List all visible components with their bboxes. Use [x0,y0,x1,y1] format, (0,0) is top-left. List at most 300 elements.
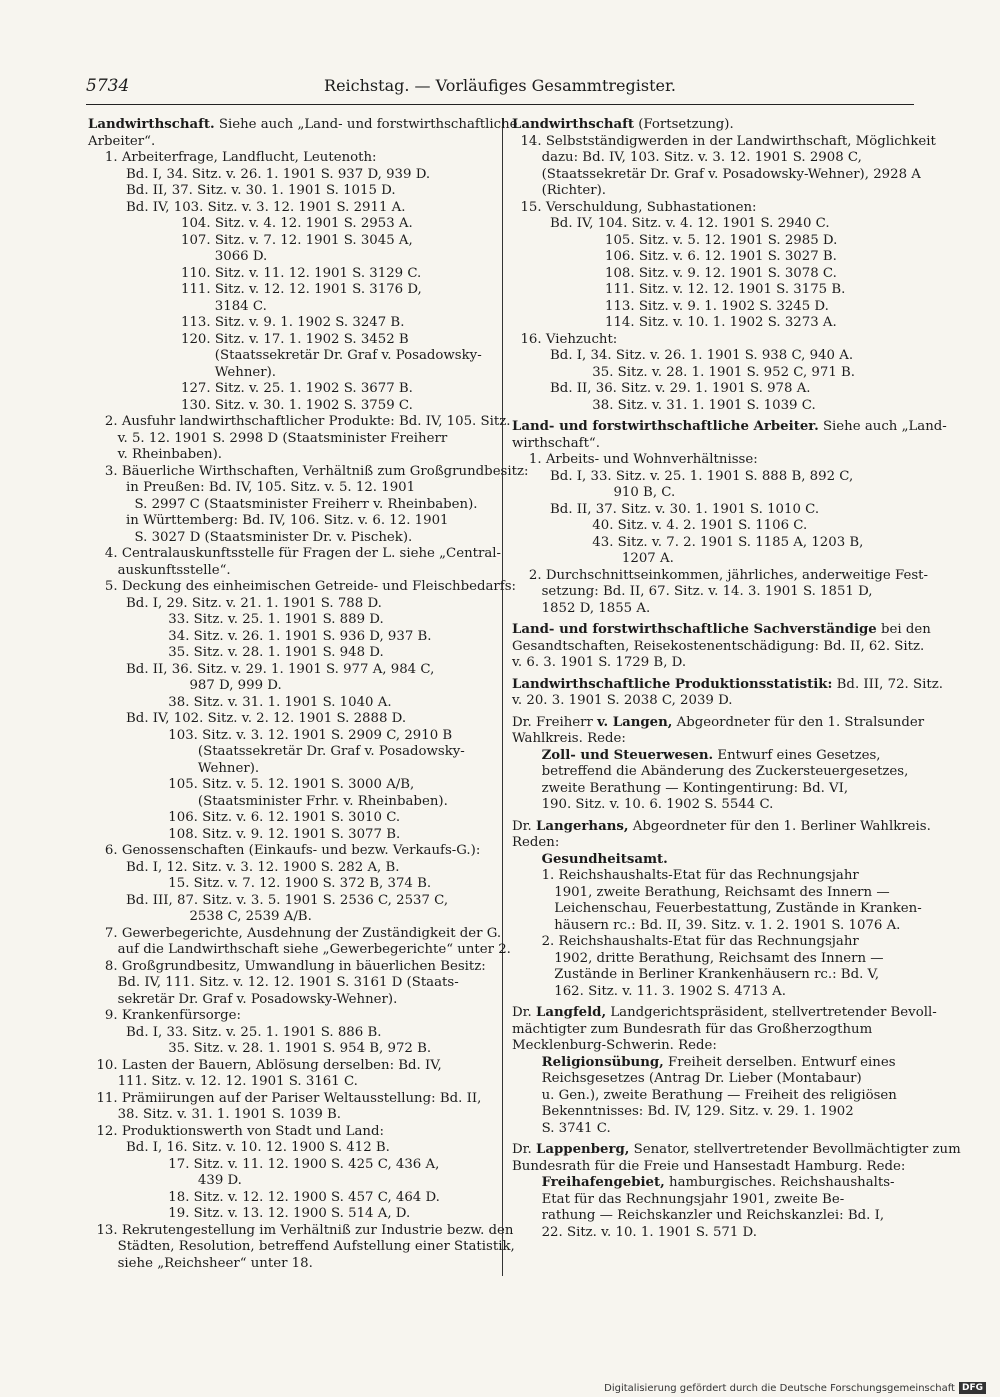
text-line [512,1088,916,1105]
entry-heading: Langerhans, [536,818,629,834]
text-line [512,150,916,167]
text-line [512,1055,916,1072]
entry-text: dazu: Bd. IV, 103. Sitz. v. 3. 12. 1901 S. 2908 C, [512,150,862,165]
text-line [512,984,916,1001]
text-line [88,381,492,398]
text-line [512,1192,916,1209]
text-line [88,167,492,184]
text-line [88,299,492,316]
running-title: Reichstag. — Vorläufiges Gesammtregister. [324,76,676,95]
text-line [512,452,916,469]
text-line [88,480,492,497]
text-line [512,518,916,535]
text-line [512,693,916,710]
text-line [88,282,492,299]
entry-text: 34. Sitz. v. 26. 1. 1901 S. 936 D, 937 B. [88,628,432,644]
text-line [512,133,936,151]
entry-text: 10. Lasten der Bauern, Ablösung derselben: Bd. IV, [88,1057,442,1073]
text-line [88,1173,492,1190]
text-line [512,934,916,951]
text-line [88,315,492,332]
entry-text: Senator, stellvertretender Bevollmächtigter zum [629,1142,961,1157]
entry-text: v. 6. 3. 1901 S. 1729 B, D. [512,655,687,670]
entry-text: 6. Genossenschaften (Einkaufs- und bezw. Verkaufs-G.): [88,843,481,858]
text-line [88,942,511,959]
text-line [512,731,916,748]
entry-text: 13. Rekrutengestellung im Verhältniß zur Industrie bezw. den [88,1222,514,1238]
entry-text: Bd. IV, 102. Sitz. v. 2. 12. 1901 S. 2888 D. [88,711,407,726]
entry-text: 3. Bäuerliche Wirthschaften, Verhältniß zum Großgrundbesitz: [88,463,529,479]
text-line [88,447,492,464]
entry-text: 106. Sitz. v. 6. 12. 1901 S. 3010 C. [88,810,401,825]
entry-text: 18. Sitz. v. 12. 12. 1900 S. 457 C, 464 D. [88,1189,440,1205]
entry-text: Zustände in Berliner Krankenhäusern rc.: Bd. V, [512,967,880,982]
entry-text: sekretär Dr. Graf v. Posadowsky-Wehner). [88,991,398,1007]
entry-text: 105. Sitz. v. 5. 12. 1901 S. 3000 A/B, [88,777,415,792]
entry-text: 1. Arbeiterfrage, Landflucht, Leutenoth: [88,150,377,165]
text-line [88,233,492,250]
text-line [512,233,916,250]
text-line [512,485,916,502]
text-line [88,398,492,415]
text-line [88,463,529,481]
text-line [512,398,916,415]
text-line [512,419,947,436]
entry-text: S. 3741 C. [512,1120,611,1136]
text-line [88,546,502,563]
text-line [88,183,492,200]
text-line [88,1157,492,1174]
entry-heading: Landwirthschaft [512,117,634,132]
text-line [88,711,492,728]
entry-heading: Langfeld, [536,1005,607,1020]
text-line [512,551,916,568]
footer-text: Digitalisierung gefördert durch die Deutsche Forschungsgemeinschaft [604,1382,955,1394]
entry-text: 106. Sitz. v. 6. 12. 1901 S. 3027 B. [512,249,837,264]
text-line [88,1239,515,1256]
entry-text: 3066 D. [88,249,268,264]
text-line [512,1175,916,1192]
text-line [512,852,916,869]
text-line [512,200,916,217]
text-line [88,1222,514,1240]
text-line [512,1005,937,1022]
entry-text: auskunftsstelle“. [88,562,231,578]
entry-text: Wehner). [88,760,260,776]
entry-text: 15. Sitz. v. 7. 12. 1900 S. 372 B, 374 B. [88,876,432,891]
text-line [512,299,916,316]
text-line [88,134,492,151]
text-line [512,781,916,798]
text-line [88,662,492,679]
entry-text: 2. Durchschnittseinkommen, jährliches, anderweitige Fest- [512,567,929,583]
entry-text: Entwurf eines Gesetzes, [713,747,881,763]
text-line [88,1025,492,1042]
entry-text: Bd. II, 36. Sitz. v. 29. 1. 1901 S. 977 A, 984 C, [88,661,435,677]
entry-text: 120. Sitz. v. 17. 1. 1902 S. 3452 B [88,331,409,347]
text-line [88,1074,492,1091]
entry-text: v. 20. 3. 1901 S. 2038 C, 2039 D. [512,693,733,708]
entry-text: 2. Ausfuhr landwirthschaftlicher Produkte: Bd. IV, 105. Sitz. [88,414,511,429]
entry-heading: Gesundheitsamt. [541,851,668,867]
entry-text: (Staatsminister Frhr. v. Rheinbaben). [88,793,448,809]
text-line [88,794,492,811]
entry-text: 33. Sitz. v. 25. 1. 1901 S. 889 D. [88,612,384,627]
entry-text: Bd. I, 16. Sitz. v. 10. 12. 1900 S. 412 B. [88,1140,390,1155]
text-line [512,748,916,765]
text-line [88,332,492,349]
text-line [88,810,492,827]
text-line [512,1038,916,1055]
text-line [88,1041,492,1058]
entry-text: Bd. III, 87. Sitz. v. 3. 5. 1901 S. 2536 C, 2537 C, [88,892,449,908]
entry-text: 38. Sitz. v. 31. 1. 1901 S. 1040 A. [88,694,392,710]
text-line [512,835,916,852]
text-line [88,1206,492,1223]
digitization-footer [604,1382,986,1394]
entry-text: 107. Sitz. v. 7. 12. 1901 S. 3045 A, [88,232,413,248]
text-line [88,909,492,926]
text-line [88,843,492,860]
entry-text: 130. Sitz. v. 30. 1. 1902 S. 3759 C. [88,397,413,413]
entry-text: Bd. II, 37. Sitz. v. 30. 1. 1901 S. 1015 D. [88,183,396,198]
text-line [88,1058,492,1075]
text-line [88,612,492,629]
entry-text: 11. Prämiirungen auf der Pariser Weltausstellung: Bd. II, [88,1090,482,1106]
entry-text: Bundesrath für die Freie und Hansestadt Hamburg. Rede: [512,1158,906,1174]
text-line [88,249,492,266]
entry-text: 19. Sitz. v. 13. 12. 1900 S. 514 A, D. [88,1206,411,1221]
text-line [88,992,492,1009]
left-column [88,117,529,1272]
entry-text: Mecklenburg-Schwerin. Rede: [512,1038,717,1053]
text-line [512,502,916,519]
entry-text: 190. Sitz. v. 10. 6. 1902 S. 5544 C. [512,797,774,812]
entry-text: Bekenntnisses: Bd. IV, 129. Sitz. v. 29. 1. 1902 [512,1104,854,1119]
entry-text: 35. Sitz. v. 28. 1. 1901 S. 952 C, 971 B. [512,364,856,380]
text-line [88,827,492,844]
entry-text: 43. Sitz. v. 7. 2. 1901 S. 1185 A, 1203 B, [512,534,864,550]
text-line [88,629,492,646]
text-line [512,601,916,618]
entry-text: 104. Sitz. v. 4. 12. 1901 S. 2953 A. [88,216,413,231]
entry-heading: v. Langen, [597,714,673,730]
text-line [88,1008,492,1025]
text-line [512,436,916,453]
entry-text: Dr. Freiherr [512,714,598,730]
entry-text: 105. Sitz. v. 5. 12. 1901 S. 2985 D. [512,232,838,248]
entry-text: 5. Deckung des einheimischen Getreide- und Fleischbedarfs: [88,579,516,594]
entry-text: Bd. I, 34. Sitz. v. 26. 1. 1901 S. 938 C, 940 A. [512,348,854,363]
entry-text: Abgeordneter für den 1. Stralsunder [672,714,925,730]
text-line [88,497,492,514]
entry-text: rathung — Reichskanzler und Reichskanzlei: Bd. I, [512,1208,885,1223]
entry-text: 108. Sitz. v. 9. 12. 1901 S. 3078 C. [512,265,837,281]
text-line [512,249,916,266]
text-line [88,266,492,283]
entry-text: 108. Sitz. v. 9. 12. 1901 S. 3077 B. [88,826,401,842]
text-line [88,975,492,992]
text-line [512,951,916,968]
text-line [88,777,492,794]
entry-heading: Landwirthschaftliche Produktionsstatistik: [512,676,833,692]
entry-text: Wehner). [88,364,277,380]
text-line [88,959,492,976]
right-column [512,117,961,1241]
text-line [512,1225,916,1242]
entry-text: Reichsgesetzes (Antrag Dr. Lieber (Montabaur) [512,1071,862,1086]
entry-text: Etat für das Rechnungsjahr 1901, zweite Be- [512,1191,845,1207]
text-line [512,1121,916,1138]
text-line [88,563,492,580]
entry-text: 1. Reichshaushalts-Etat für das Rechnungsjahr [512,868,859,883]
text-line [88,530,492,547]
text-line [512,885,916,902]
entry-heading: Religionsübung, [541,1054,664,1070]
text-line [88,695,492,712]
entry-text: v. 5. 12. 1901 S. 2998 D (Staatsminister Freiherr [88,430,448,446]
entry-text: hamburgisches. Reichshaushalts- [664,1175,895,1190]
entry-text: (Staatssekretär Dr. Graf v. Posadowsky- [88,348,482,363]
entry-text: Dr. [512,1142,537,1157]
text-line [88,117,518,134]
text-line [88,200,492,217]
entry-text: v. Rheinbaben). [88,447,223,462]
entry-heading: Landwirthschaft. [88,117,215,132]
entry-text: (Staatssekretär Dr. Graf v. Posadowsky-Wehner), 2928 A [512,166,921,182]
entry-text: 111. Sitz. v. 12. 12. 1901 S. 3161 C. [88,1074,358,1089]
entry-heading: Lappenberg, [536,1142,630,1157]
entry-text: betreffend die Abänderung des Zuckersteuergesetzes, [512,764,909,779]
entry-text: 8. Großgrundbesitz, Umwandlung in bäuerlichen Besitz: [88,958,486,974]
entry-text: 2538 C, 2539 A/B. [88,909,312,924]
entry-text: 1. Arbeits- und Wohnverhältnisse: [512,452,758,467]
text-line [88,1190,492,1207]
entry-text: Bd. IV, 103. Sitz. v. 3. 12. 1901 S. 2911 A. [88,199,406,215]
entry-text: 38. Sitz. v. 31. 1. 1901 S. 1039 C. [512,397,816,413]
entry-text: 113. Sitz. v. 9. 1. 1902 S. 3247 B. [88,315,405,330]
text-line [512,868,916,885]
entry-text: Abgeordneter für den 1. Berliner Wahlkreis. [628,818,931,834]
entry-text: 7. Gewerbegerichte, Ausdehnung der Zuständigkeit der G. [88,925,502,941]
entry-text: 40. Sitz. v. 4. 2. 1901 S. 1106 C. [512,518,808,533]
entry-text: (Fortsetzung). [633,117,734,132]
entry-text: 111. Sitz. v. 12. 12. 1901 S. 3175 B. [512,282,846,297]
text-line [88,645,492,662]
text-line [512,332,916,349]
entry-text: zweite Berathung — Kontingentirung: Bd. VI, [512,780,849,796]
entry-text: 4. Centralauskunftsstelle für Fragen der L. siehe „Central- [88,546,502,561]
text-line [88,1140,492,1157]
entry-text: Siehe auch „Land- und forstwirthschaftliche [214,117,518,132]
entry-text: 113. Sitz. v. 9. 1. 1902 S. 3245 D. [512,298,829,314]
entry-text: in Württemberg: Bd. IV, 106. Sitz. v. 6. 12. 1901 [88,513,449,528]
text-line [512,183,916,200]
text-line [512,315,916,332]
entry-text: 17. Sitz. v. 11. 12. 1900 S. 425 C, 436 A, [88,1156,440,1172]
entry-text: 15. Verschuldung, Subhastationen: [512,199,757,215]
text-line [88,1256,492,1273]
entry-text: Reden: [512,835,560,850]
text-line [512,282,916,299]
entry-text: 110. Sitz. v. 11. 12. 1901 S. 3129 C. [88,265,422,281]
entry-text: 127. Sitz. v. 25. 1. 1902 S. 3677 B. [88,381,413,396]
header-rule [86,104,914,105]
entry-text: u. Gen.), zweite Berathung — Freiheit des religiösen [512,1087,897,1103]
entry-text: 35. Sitz. v. 28. 1. 1901 S. 948 D. [88,645,384,660]
entry-text [512,852,542,867]
entry-text: 35. Sitz. v. 28. 1. 1901 S. 954 B, 972 B. [88,1041,432,1056]
text-line [512,714,925,732]
entry-text: mächtigter zum Bundesrath für das Großherzogthum [512,1021,873,1037]
column-divider [502,118,503,1276]
text-line [88,216,492,233]
text-line [88,150,492,167]
text-line [88,579,516,596]
entry-text: 2. Reichshaushalts-Etat für das Rechnungsjahr [512,934,859,949]
text-line [512,381,916,398]
text-line [512,655,916,672]
entry-text [512,1055,542,1070]
text-line [88,513,492,530]
entry-text: Bd. I, 33. Sitz. v. 25. 1. 1901 S. 888 B, 892 C, [512,468,854,484]
entry-text: siehe „Reichsheer“ unter 18. [88,1255,313,1271]
entry-text: 1852 D, 1855 A. [512,600,651,616]
text-line [512,166,921,184]
text-line [512,1159,916,1176]
text-line [88,925,502,943]
text-line [512,469,916,486]
entry-text: 38. Sitz. v. 31. 1. 1901 S. 1039 B. [88,1107,342,1122]
entry-text: 3184 C. [88,298,267,314]
entry-text: 111. Sitz. v. 12. 12. 1901 S. 3176 D, [88,282,422,297]
text-line [88,678,492,695]
text-line [512,117,916,134]
entry-text: auf die Landwirthschaft siehe „Gewerbegerichte“ unter 2. [88,942,511,957]
entry-heading: Land- und forstwirthschaftliche Arbeiter. [512,419,819,434]
entry-text: Arbeiter“. [88,133,156,149]
text-line [88,1124,492,1141]
entry-text: Bd. II, 36. Sitz. v. 29. 1. 1901 S. 978 A. [512,381,811,396]
entry-text: (Staatssekretär Dr. Graf v. Posadowsky- [88,744,465,759]
entry-text: 9. Krankenfürsorge: [88,1008,241,1023]
text-line [512,918,916,935]
text-line [512,567,929,585]
entry-text: Bd. I, 29. Sitz. v. 21. 1. 1901 S. 788 D. [88,595,382,611]
text-line [512,1142,961,1159]
entry-text: in Preußen: Bd. IV, 105. Sitz. v. 5. 12. 1901 [88,480,416,495]
entry-text: Wahlkreis. Rede: [512,731,626,746]
entry-text: 103. Sitz. v. 3. 12. 1901 S. 2909 C, 2910 B [88,727,453,743]
entry-text: Bd. I, 12. Sitz. v. 3. 12. 1900 S. 282 A, B. [88,859,400,875]
text-line [88,876,492,893]
dfg-logo: DFG [959,1382,986,1394]
entry-text: 1901, zweite Berathung, Reichsamt des Innern — [512,884,890,900]
entry-text: 16. Viehzucht: [512,331,618,347]
entry-text: Landgerichtspräsident, stellvertretender Bevoll- [606,1005,937,1020]
entry-text: Bd. IV, 111. Sitz. v. 12. 12. 1901 S. 3161 D (Staats- [88,975,459,990]
entry-text: Dr. [512,1005,537,1020]
entry-text: 439 D. [88,1173,242,1188]
text-line [512,365,916,382]
text-line [512,1104,916,1121]
text-line [512,818,931,836]
text-line [88,893,492,910]
text-line [88,744,492,761]
text-line [512,764,916,781]
text-line [88,1091,492,1108]
entry-text: 22. Sitz. v. 10. 1. 1901 S. 571 D. [512,1224,757,1240]
entry-text: häusern rc.: Bd. II, 39. Sitz. v. 1. 2. 1901 S. 1076 A. [512,917,901,933]
entry-text: Bd. IV, 104. Sitz. v. 4. 12. 1901 S. 2940 C. [512,216,830,231]
text-line [88,431,492,448]
entry-text: 162. Sitz. v. 11. 3. 1902 S. 4713 A. [512,983,786,999]
entry-text: 987 D, 999 D. [88,678,282,693]
entry-text: S. 3027 D (Staatsminister Dr. v. Pischek). [88,529,413,545]
entry-text: 14. Selbstständigwerden in der Landwirthschaft, Möglichkeit [512,133,936,149]
entry-heading: Freihafengebiet, [541,1175,665,1190]
text-line [88,596,492,613]
entry-text: 12. Produktionswerth von Stadt und Land: [88,1123,384,1139]
entry-text: Bd. III, 72. Sitz. [832,676,943,692]
text-line [88,348,492,365]
entry-text: Leichenschau, Feuerbestattung, Zustände in Kranken- [512,901,922,916]
entry-text: Bd. I, 34. Sitz. v. 26. 1. 1901 S. 937 D, 939 D. [88,166,431,182]
text-line [512,584,916,601]
text-line [512,266,916,283]
text-line [88,860,492,877]
entry-heading: Land- und forstwirthschaftliche Sachverständige [512,622,877,637]
entry-text: Freiheit derselben. Entwurf eines [663,1054,896,1070]
entry-text: bei den [876,622,931,637]
entry-text: (Richter). [512,183,607,198]
text-line [88,728,492,745]
text-line [512,638,925,656]
entry-text: Bd. I, 33. Sitz. v. 25. 1. 1901 S. 886 B. [88,1024,382,1040]
page-header [86,76,914,102]
entry-text: 910 B, C. [512,485,676,500]
text-line [88,414,511,431]
text-line [512,1022,916,1039]
text-line [512,797,916,814]
entry-text: Siehe auch „Land- [818,419,947,434]
text-line [88,761,492,778]
entry-text: 1207 A. [512,551,674,566]
entry-text: setzung: Bd. II, 67. Sitz. v. 14. 3. 1901 S. 1851 D, [512,584,873,599]
entry-text: 114. Sitz. v. 10. 1. 1902 S. 3273 A. [512,315,837,330]
text-line [512,348,916,365]
entry-text: Dr. [512,818,537,834]
text-line [512,216,916,233]
page-number: 5734 [86,76,130,96]
text-line [512,676,943,694]
entry-text: S. 2997 C (Staatsminister Freiherr v. Rheinbaben). [88,496,478,512]
entry-text [512,1175,542,1190]
text-line [88,365,492,382]
entry-text: Städten, Resolution, betreffend Aufstellung einer Statistik, [88,1239,515,1254]
text-line [512,967,916,984]
entry-text: wirthschaft“. [512,435,600,451]
entry-text: 1902, dritte Berathung, Reichsamt des Innern — [512,950,884,966]
text-line [512,622,931,639]
entry-text: Bd. II, 37. Sitz. v. 30. 1. 1901 S. 1010 C. [512,501,820,517]
text-line [512,535,916,552]
text-line [512,1071,916,1088]
text-line [512,1208,916,1225]
entry-heading: Zoll- und Steuerwesen. [541,747,714,763]
text-line [88,1107,492,1124]
text-line [512,901,922,918]
